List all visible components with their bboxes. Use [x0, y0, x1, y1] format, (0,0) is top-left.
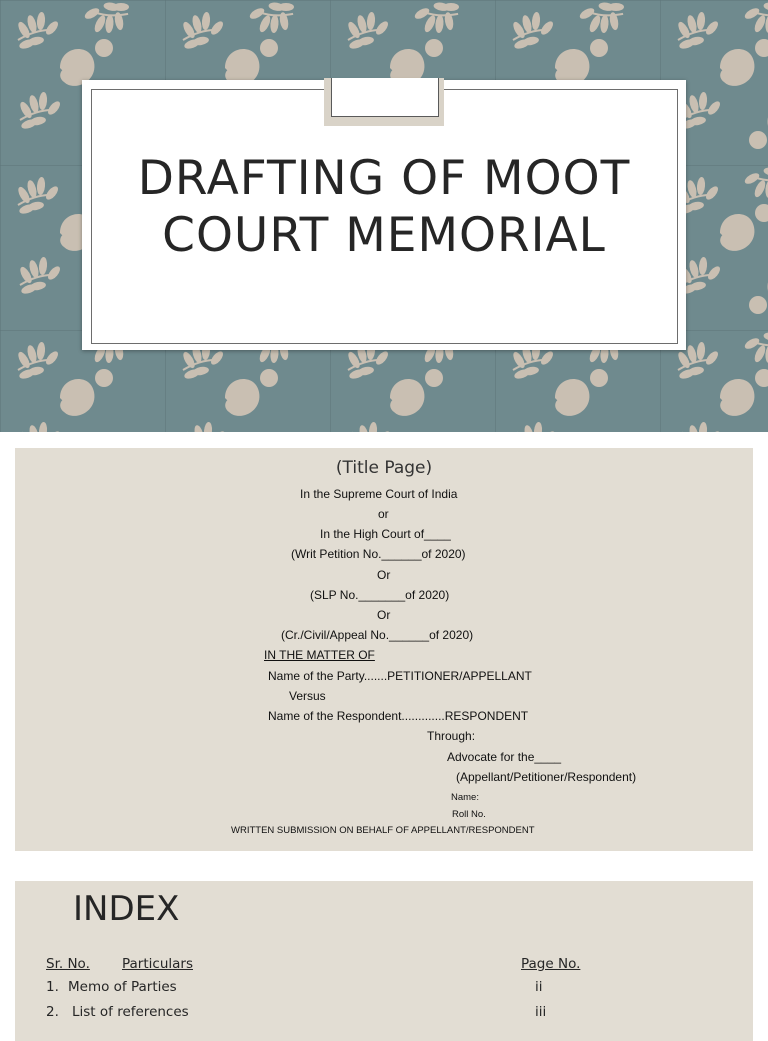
title-card-tab [324, 78, 444, 126]
writ-petition-line: (Writ Petition No.______of 2020) [291, 547, 466, 561]
title-card [82, 80, 686, 350]
title-page-heading: (Title Page) [335, 458, 433, 478]
or-line-2: Or [377, 568, 391, 582]
slide-title-line-1: DRAFTING OF MOOT [137, 151, 631, 206]
index-row-label: Memo of Parties [68, 979, 177, 995]
index-row-number: 1. [46, 979, 59, 995]
title-card-tab-inner [331, 78, 439, 117]
title-slide [0, 0, 768, 432]
role-line: (Appellant/Petitioner/Respondent) [456, 770, 637, 784]
name-label: Name: [451, 792, 479, 803]
written-submission-line: WRITTEN SUBMISSION ON BEHALF OF APPELLANT/RESPONDENT [231, 825, 535, 836]
title-page-slide [15, 448, 753, 851]
index-slide [15, 881, 753, 1041]
index-row-page: ii [535, 979, 543, 995]
appeal-line: (Cr./Civil/Appeal No.______of 2020) [281, 628, 474, 642]
or-line-1: or [378, 507, 389, 521]
roll-number-label: Roll No. [452, 809, 486, 820]
index-row-page: iii [535, 1004, 547, 1020]
index-row-label: List of references [72, 1004, 189, 1020]
particulars-header: Particulars [122, 956, 193, 972]
advocate-line: Advocate for the____ [447, 750, 562, 764]
slide-title-line-2: COURT MEMORIAL [162, 208, 606, 263]
slp-line: (SLP No._______of 2020) [310, 588, 450, 602]
or-line-3: Or [377, 608, 391, 622]
versus-line: Versus [289, 689, 326, 703]
in-the-matter-line: IN THE MATTER OF [264, 648, 375, 662]
through-line: Through: [427, 729, 476, 743]
party-line: Name of the Party.......PETITIONER/APPELLANT [268, 669, 532, 683]
respondent-line: Name of the Respondent.............RESPONDENT [268, 709, 529, 723]
slide-title [82, 150, 686, 264]
court-line: In the Supreme Court of India [300, 487, 458, 501]
index-title: INDEX [73, 889, 180, 929]
index-row-number: 2. [46, 1004, 59, 1020]
page-no-header: Page No. [521, 956, 581, 972]
sr-no-header: Sr. No. [46, 956, 90, 972]
high-court-line: In the High Court of____ [320, 527, 451, 541]
